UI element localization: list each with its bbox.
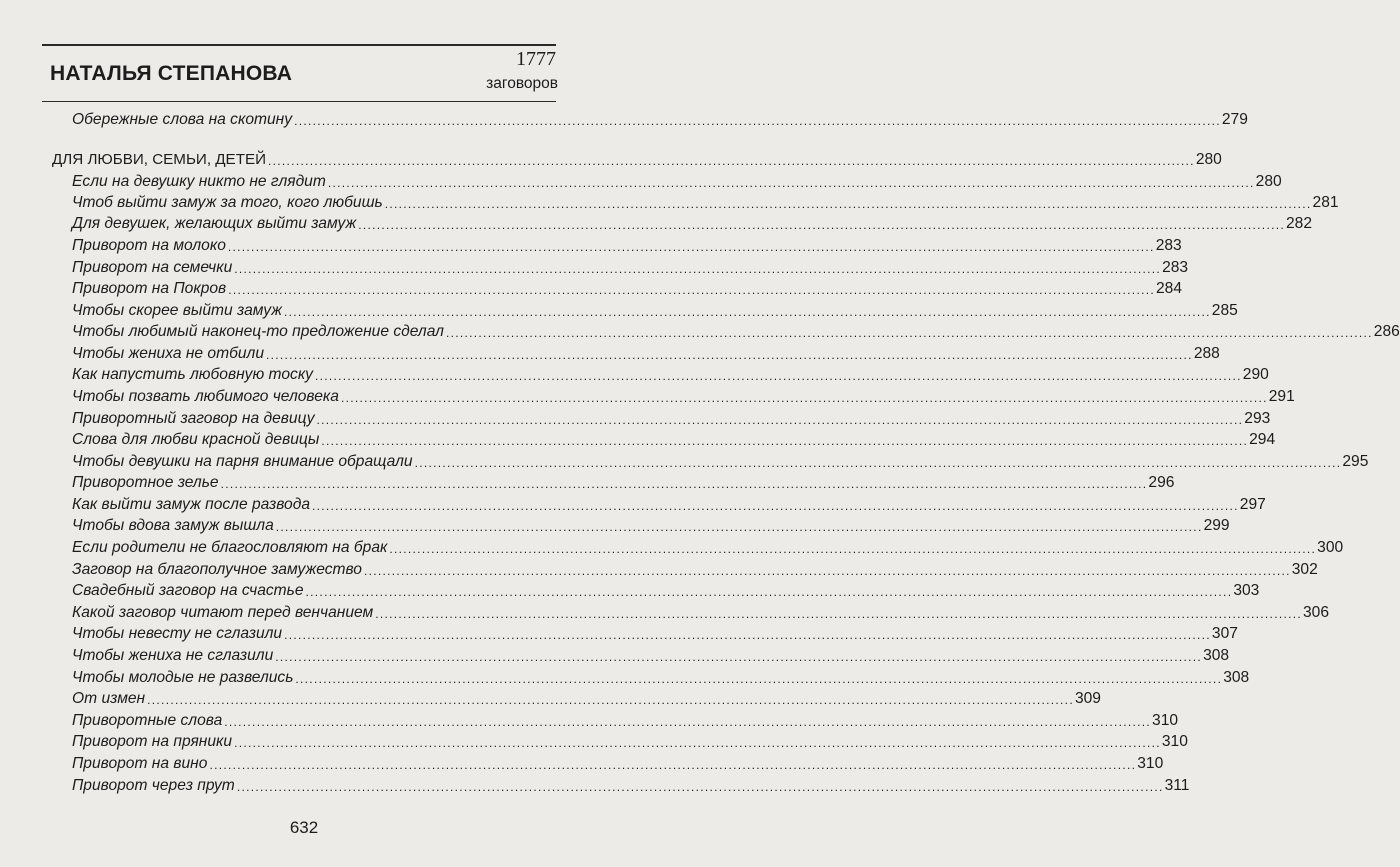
- toc-entry: [0, 342, 1220, 364]
- toc-leader-dots: ........................................................................................................................................................................................................: [327, 176, 1255, 190]
- toc-entry: [0, 407, 1271, 429]
- toc-entry-title: Чтобы молодые не развелись: [72, 669, 294, 686]
- toc-entry: [0, 622, 1238, 644]
- toc-entry-page: 302: [1291, 561, 1318, 578]
- toc-leader-dots: ........................................................................................................................................................................................................: [321, 434, 1249, 448]
- toc-section-heading: [0, 148, 1222, 170]
- toc-entry: [0, 730, 1188, 752]
- toc-entry-title: Чтобы жениха не сглазили: [72, 647, 274, 664]
- toc-entry: [0, 536, 1344, 558]
- toc-leader-dots: ........................................................................................................................................................................................................: [312, 499, 1239, 513]
- toc-entry-page: 280: [1255, 173, 1282, 190]
- toc-entry-page: 311: [1164, 777, 1190, 794]
- toc-entry-page: 306: [1303, 604, 1330, 621]
- toc-entry: [0, 299, 1238, 321]
- toc-entry-title: Для девушек, желающих выйти замуж: [72, 215, 357, 232]
- toc-entry-title: Приворот на Покров: [72, 280, 227, 297]
- toc-entry-title: Приворотный заговор на девицу: [72, 410, 315, 427]
- toc-leader-dots: ........................................................................................................................................................................................................: [384, 197, 1312, 211]
- toc-entry-page: 294: [1249, 431, 1276, 448]
- toc-entry-title: Если родители не благословляют на брак: [72, 539, 388, 556]
- toc-entry: [0, 170, 1282, 192]
- toc-entry: [0, 471, 1175, 493]
- toc-entry: [0, 320, 1400, 342]
- toc-entry-title: Приворот на вино: [72, 755, 208, 772]
- toc-entry: [0, 601, 1330, 623]
- toc-entry: [0, 644, 1230, 666]
- toc-leader-dots: ........................................................................................................................................................................................................: [340, 391, 1268, 405]
- toc-leader-dots: ........................................................................................................................................................................................................: [234, 736, 1161, 750]
- toc-entry-title: Слова для любви красной девицы: [72, 431, 320, 448]
- toc-entry-page: 283: [1155, 237, 1182, 254]
- toc-entry: [0, 428, 1276, 450]
- toc-entry: [0, 363, 1269, 385]
- toc-leader-dots: ........................................................................................................................................................................................................: [314, 369, 1242, 383]
- toc-entry-page: 290: [1242, 366, 1269, 383]
- toc-entry-title: Свадебный заговор на счастье: [72, 582, 304, 599]
- toc-entry-title: Приворотные слова: [72, 712, 223, 729]
- toc-entry-title: Приворот через прут: [72, 777, 235, 794]
- toc-entry: [0, 666, 1250, 688]
- toc-entry: [0, 752, 1164, 774]
- toc-entry-title: Чтобы позвать любимого человека: [72, 388, 339, 405]
- toc-entry-title: Чтобы любимый наконец-то предложение сделал: [72, 323, 444, 340]
- toc-entry: [0, 277, 1183, 299]
- toc-entry: [0, 687, 1101, 709]
- toc-entry-title: Заговор на благополучное замужество: [72, 561, 362, 578]
- toc-entry-page: 293: [1244, 410, 1271, 427]
- toc-entry-title: ДЛЯ ЛЮБВИ, СЕМЬИ, ДЕТЕЙ: [52, 151, 267, 168]
- toc-entry-page: 309: [1074, 690, 1101, 707]
- toc-leader-dots: ........................................................................................................................................................................................................: [284, 628, 1211, 642]
- toc-entry-title: Приворотное зелье: [72, 474, 219, 491]
- toc-leader-dots: ........................................................................................................................................................................................................: [358, 218, 1285, 232]
- toc-entry: [0, 191, 1339, 213]
- toc-entry-page: 300: [1317, 539, 1344, 556]
- toc-entry: [0, 385, 1295, 407]
- toc-leader-dots: ........................................................................................................................................................................................................: [228, 283, 1155, 297]
- page-number: 632: [289, 818, 319, 837]
- toc-entry-title: Чтобы скорее выйти замуж: [72, 302, 282, 319]
- toc-entry: [0, 108, 1248, 130]
- toc-leader-dots: ........................................................................................................................................................................................................: [147, 693, 1074, 707]
- toc-entry-title: Чтоб выйти замуж за того, кого любишь: [72, 194, 383, 211]
- toc-entry-page: 285: [1211, 302, 1238, 319]
- toc-leader-dots: ........................................................................................................................................................................................................: [363, 564, 1291, 578]
- toc-leader-dots: ........................................................................................................................................................................................................: [316, 413, 1244, 427]
- toc-entry-title: Чтобы невесту не сглазили: [72, 625, 283, 642]
- toc-entry-page: 282: [1285, 215, 1313, 232]
- toc-entry: [0, 709, 1179, 731]
- toc-entry-page: 288: [1193, 345, 1220, 362]
- toc-entry: [0, 558, 1318, 580]
- toc-entry-page: 291: [1268, 388, 1295, 405]
- toc-leader-dots: ........................................................................................................................................................................................................: [414, 456, 1342, 470]
- header-top-rule: [42, 44, 556, 46]
- toc-leader-dots: ........................................................................................................................................................................................................: [266, 348, 1193, 362]
- toc-entry-page: 286: [1373, 323, 1400, 340]
- toc-leader-dots: ........................................................................................................................................................................................................: [220, 477, 1148, 491]
- toc-entry: [0, 212, 1313, 234]
- toc-entry-title: Как напустить любовную тоску: [72, 366, 313, 383]
- toc-entry: [0, 256, 1189, 278]
- toc-entry-page: 279: [1221, 111, 1248, 128]
- toc-leader-dots: ........................................................................................................................................................................................................: [268, 154, 1195, 168]
- toc-entry: [0, 579, 1260, 601]
- toc-entry-title: Как выйти замуж после развода: [72, 496, 310, 513]
- toc-entry: [0, 234, 1182, 256]
- toc-entry-title: Приворот на пряники: [72, 733, 233, 750]
- toc-entry: [0, 450, 1369, 472]
- toc-leader-dots: ........................................................................................................................................................................................................: [284, 305, 1211, 319]
- toc-entry-page: 299: [1203, 517, 1230, 534]
- toc-entry-page: 297: [1239, 496, 1266, 513]
- toc-leader-dots: ........................................................................................................................................................................................................: [294, 114, 1221, 128]
- toc-leader-dots: ........................................................................................................................................................................................................: [305, 585, 1233, 599]
- toc-entry-page: 310: [1161, 733, 1188, 750]
- toc-entry-page: 308: [1223, 669, 1250, 686]
- toc-entry: [0, 493, 1266, 515]
- toc-entry-page: 303: [1233, 582, 1260, 599]
- toc-leader-dots: ........................................................................................................................................................................................................: [236, 780, 1164, 794]
- toc-entry-title: Приворот на семечки: [72, 259, 233, 276]
- toc-leader-dots: ........................................................................................................................................................................................................: [275, 650, 1203, 664]
- toc-leader-dots: ........................................................................................................................................................................................................: [227, 240, 1155, 254]
- toc-leader-dots: ........................................................................................................................................................................................................: [209, 758, 1137, 772]
- header-bottom-rule: [42, 101, 556, 102]
- toc-entry-title: От измен: [72, 690, 146, 707]
- toc-entry-page: 308: [1203, 647, 1230, 664]
- toc-entry: [0, 514, 1230, 536]
- toc-entry: [0, 774, 1190, 796]
- toc-leader-dots: ........................................................................................................................................................................................................: [445, 326, 1373, 340]
- toc-entry-title: Какой заговор читают перед венчанием: [72, 604, 374, 621]
- toc-entry-page: 283: [1162, 259, 1189, 276]
- toc-leader-dots: ........................................................................................................................................................................................................: [375, 607, 1302, 621]
- toc-entry-page: 307: [1211, 625, 1238, 642]
- toc-entry-title: Чтобы девушки на парня внимание обращали: [72, 453, 413, 470]
- toc-entry-page: 295: [1342, 453, 1369, 470]
- toc-entry-title: Приворот на молоко: [72, 237, 226, 254]
- toc-entry-title: Чтобы жениха не отбили: [72, 345, 265, 362]
- toc-entry-page: 310: [1137, 755, 1164, 772]
- running-head-book-number: 1777: [516, 48, 556, 70]
- toc-entry-title: Обережные слова на скотину: [72, 111, 293, 128]
- toc-entry-title: Чтобы вдова замуж вышла: [72, 517, 274, 534]
- running-head-book-subtitle: заговоров: [486, 75, 558, 92]
- toc-leader-dots: ........................................................................................................................................................................................................: [275, 520, 1203, 534]
- toc-leader-dots: ........................................................................................................................................................................................................: [295, 672, 1223, 686]
- toc-leader-dots: ........................................................................................................................................................................................................: [389, 542, 1317, 556]
- toc-entry-page: 280: [1195, 151, 1222, 168]
- toc-entry-page: 310: [1152, 712, 1179, 729]
- toc-entry-page: 281: [1312, 194, 1339, 211]
- toc-entry-page: 296: [1148, 474, 1175, 491]
- toc-entry-title: Если на девушку никто не глядит: [72, 173, 326, 190]
- toc-leader-dots: ........................................................................................................................................................................................................: [234, 262, 1162, 276]
- toc-entry-page: 284: [1155, 280, 1183, 297]
- toc-leader-dots: ........................................................................................................................................................................................................: [224, 715, 1152, 729]
- running-head-author: НАТАЛЬЯ СТЕПАНОВА: [50, 62, 293, 85]
